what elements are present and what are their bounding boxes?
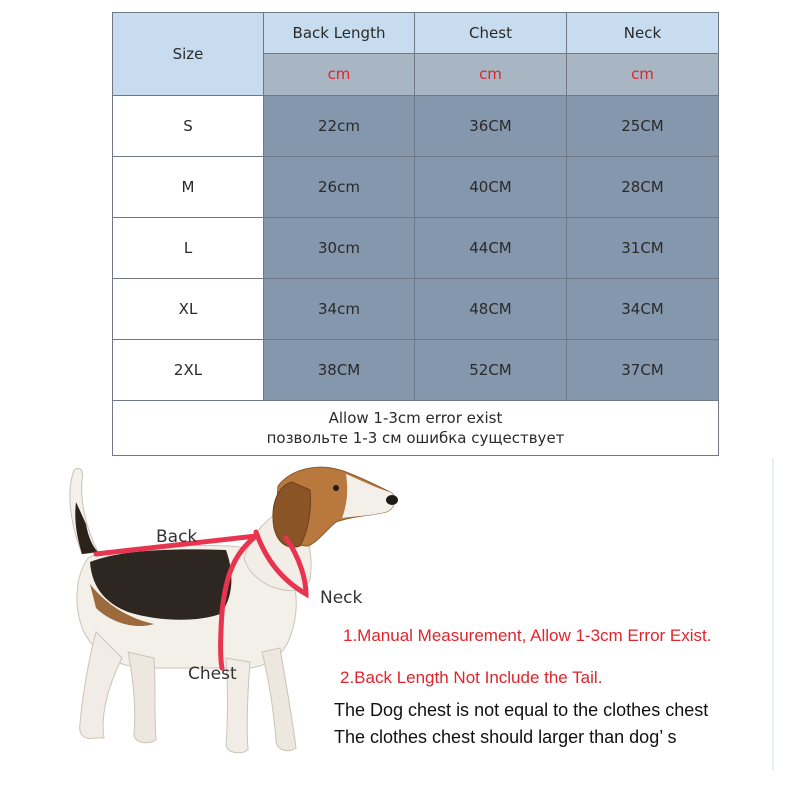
instruction-chest-size: The clothes chest should larger than dog’ s (334, 727, 677, 747)
size-cell: S (113, 96, 264, 157)
table-row (113, 218, 719, 279)
chest-cell: 48CM (415, 279, 567, 340)
back-length-cell: 26cm (264, 157, 415, 218)
back-label: Back (156, 527, 198, 547)
size-header: Size (113, 13, 264, 96)
chest-cell: 36CM (415, 96, 567, 157)
chest-cell: 52CM (415, 340, 567, 401)
neck-header: Neck (567, 13, 719, 54)
back-length-cell: 22cm (264, 96, 415, 157)
chest-unit: cm (415, 53, 567, 95)
neck-cell: 28CM (567, 157, 719, 218)
chest-cell: 40CM (415, 157, 567, 218)
divider-line (772, 458, 774, 770)
neck-cell: 37CM (567, 340, 719, 401)
chest-header: Chest (415, 13, 567, 54)
neck-cell: 25CM (567, 96, 719, 157)
size-cell: 2XL (113, 340, 264, 401)
table-row (113, 340, 719, 401)
size-chart-table (112, 12, 719, 456)
back-length-header: Back Length (264, 13, 415, 54)
instruction-chest-note: The Dog chest is not equal to the clothes chest (334, 700, 709, 720)
chest-cell: 44CM (415, 218, 567, 279)
dog-eye (333, 485, 339, 491)
instruction-measurement: 1.Manual Measurement, Allow 1-3cm Error Exist. (343, 626, 712, 645)
back-length-cell: 38CM (264, 340, 415, 401)
neck-unit: cm (567, 53, 719, 95)
size-cell: L (113, 218, 264, 279)
table-row (113, 157, 719, 218)
table-row (113, 279, 719, 340)
size-cell: M (113, 157, 264, 218)
back-length-cell: 30cm (264, 218, 415, 279)
error-note-russian: позвольте 1-3 см ошибка существует (266, 429, 565, 447)
neck-label: Neck (320, 588, 363, 608)
instruction-tail: 2.Back Length Not Include the Tail. (340, 668, 603, 687)
dog-nose (386, 495, 398, 505)
error-note-english: Allow 1-3cm error exist (328, 409, 503, 427)
chest-label: Chest (188, 664, 237, 684)
back-length-cell: 34cm (264, 279, 415, 340)
error-note (113, 401, 719, 456)
size-cell: XL (113, 279, 264, 340)
neck-cell: 31CM (567, 218, 719, 279)
neck-cell: 34CM (567, 279, 719, 340)
back-length-unit: cm (264, 53, 415, 95)
table-row (113, 96, 719, 157)
